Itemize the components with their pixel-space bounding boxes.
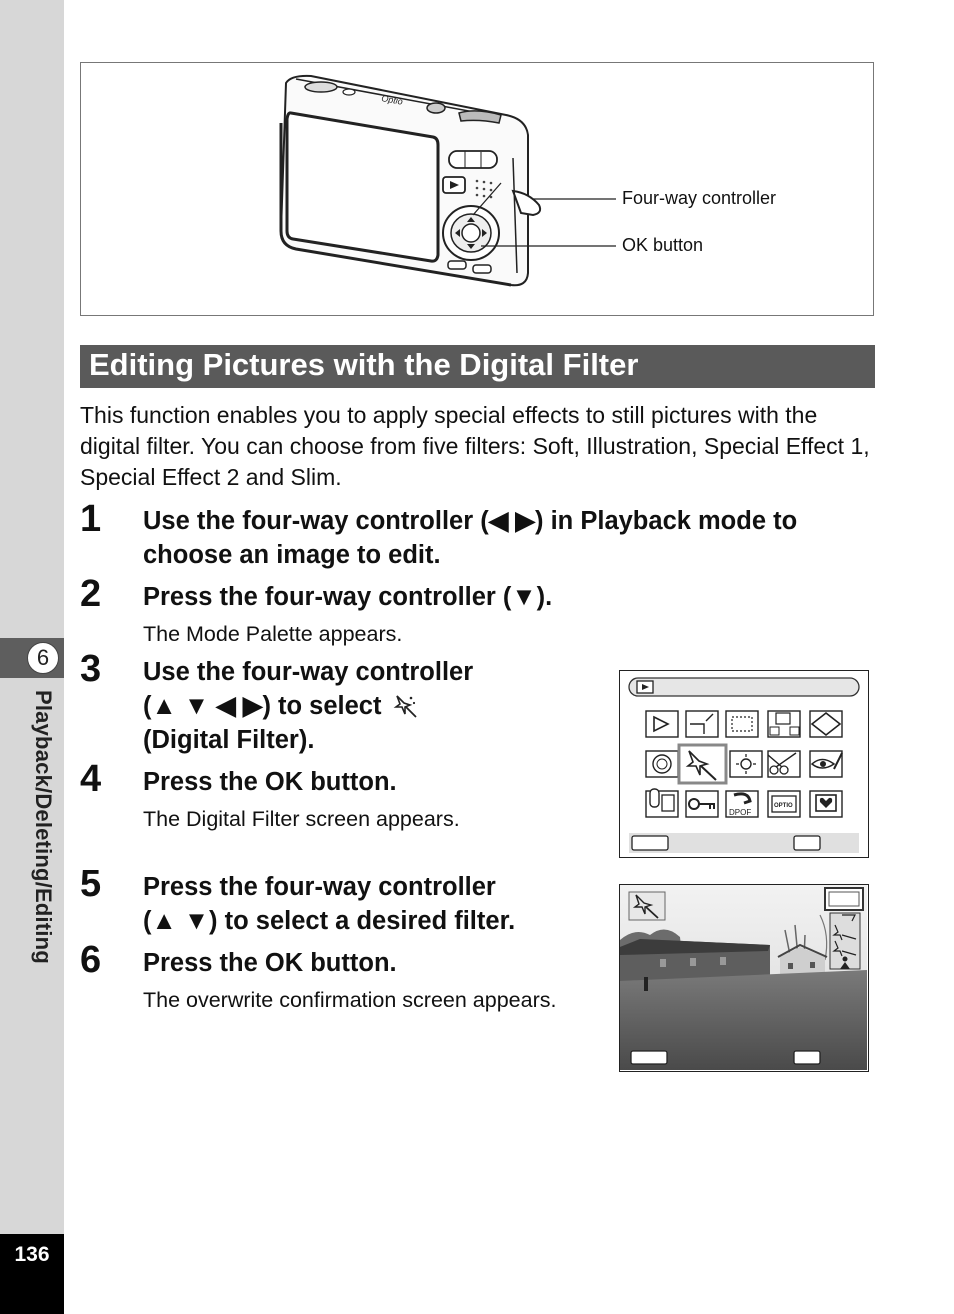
- camera-brand: Optio: [380, 93, 404, 107]
- digital-filter-preview: [620, 885, 867, 1070]
- palette-row-1: [646, 711, 842, 737]
- dpof-label: DPOF: [729, 808, 752, 817]
- chapter-number: 6: [27, 642, 59, 674]
- mode-palette-grid: [620, 671, 867, 856]
- step-4-sub: The Digital Filter screen appears.: [143, 807, 460, 831]
- step-4-line1: Press the OK button.: [143, 768, 397, 796]
- section-title: Editing Pictures with the Digital Filter: [89, 347, 639, 382]
- magic-wand-icon: [393, 693, 419, 719]
- step-2-sub: The Mode Palette appears.: [143, 622, 403, 646]
- step-2-line1: Press the four-way controller (▼).: [143, 583, 553, 611]
- step-2-number: 2: [80, 573, 102, 615]
- step-1-line2: choose an image to edit.: [143, 541, 441, 569]
- intro-paragraph: This function enables you to apply special effects to still pictures with the digital filter. You can choose from five filters: Soft, Illustration, Special Effect 1, Special Effect 2 and Slim.: [80, 402, 870, 490]
- four-way-controller-callout: Four-way controller: [622, 188, 777, 208]
- step-5-line2: (▲ ▼) to select a desired filter.: [143, 907, 516, 935]
- mode-palette-screen: [619, 670, 869, 858]
- step-5-number: 5: [80, 863, 102, 905]
- step-5-line1: Press the four-way controller: [143, 873, 496, 901]
- palette-row-2: [646, 745, 842, 783]
- step-6-number: 6: [80, 939, 102, 981]
- chapter-label: Playback/Deleting/Editing: [31, 690, 56, 964]
- step-6-sub: The overwrite confirmation screen appears.: [143, 988, 557, 1012]
- ok-button-callout: OK button: [622, 235, 704, 255]
- startup-label: OPTIO: [774, 803, 793, 809]
- step-3-line1: Use the four-way controller: [143, 658, 474, 686]
- step-1-line1: Use the four-way controller (◀ ▶) in Playback mode to: [143, 507, 798, 535]
- step-4-number: 4: [80, 758, 102, 800]
- step-3-line2: [143, 689, 419, 723]
- palette-row-3: [646, 789, 842, 817]
- page-number: 136: [14, 1243, 50, 1266]
- step-6-line1: Press the OK button.: [143, 949, 397, 977]
- step-3-number: 3: [80, 648, 102, 690]
- step-3-line2-text: (▲ ▼ ◀ ▶) to select: [143, 692, 382, 720]
- step-3-line3: (Digital Filter).: [143, 726, 315, 754]
- digital-filter-screen: [619, 884, 869, 1072]
- step-1-number: 1: [80, 498, 102, 540]
